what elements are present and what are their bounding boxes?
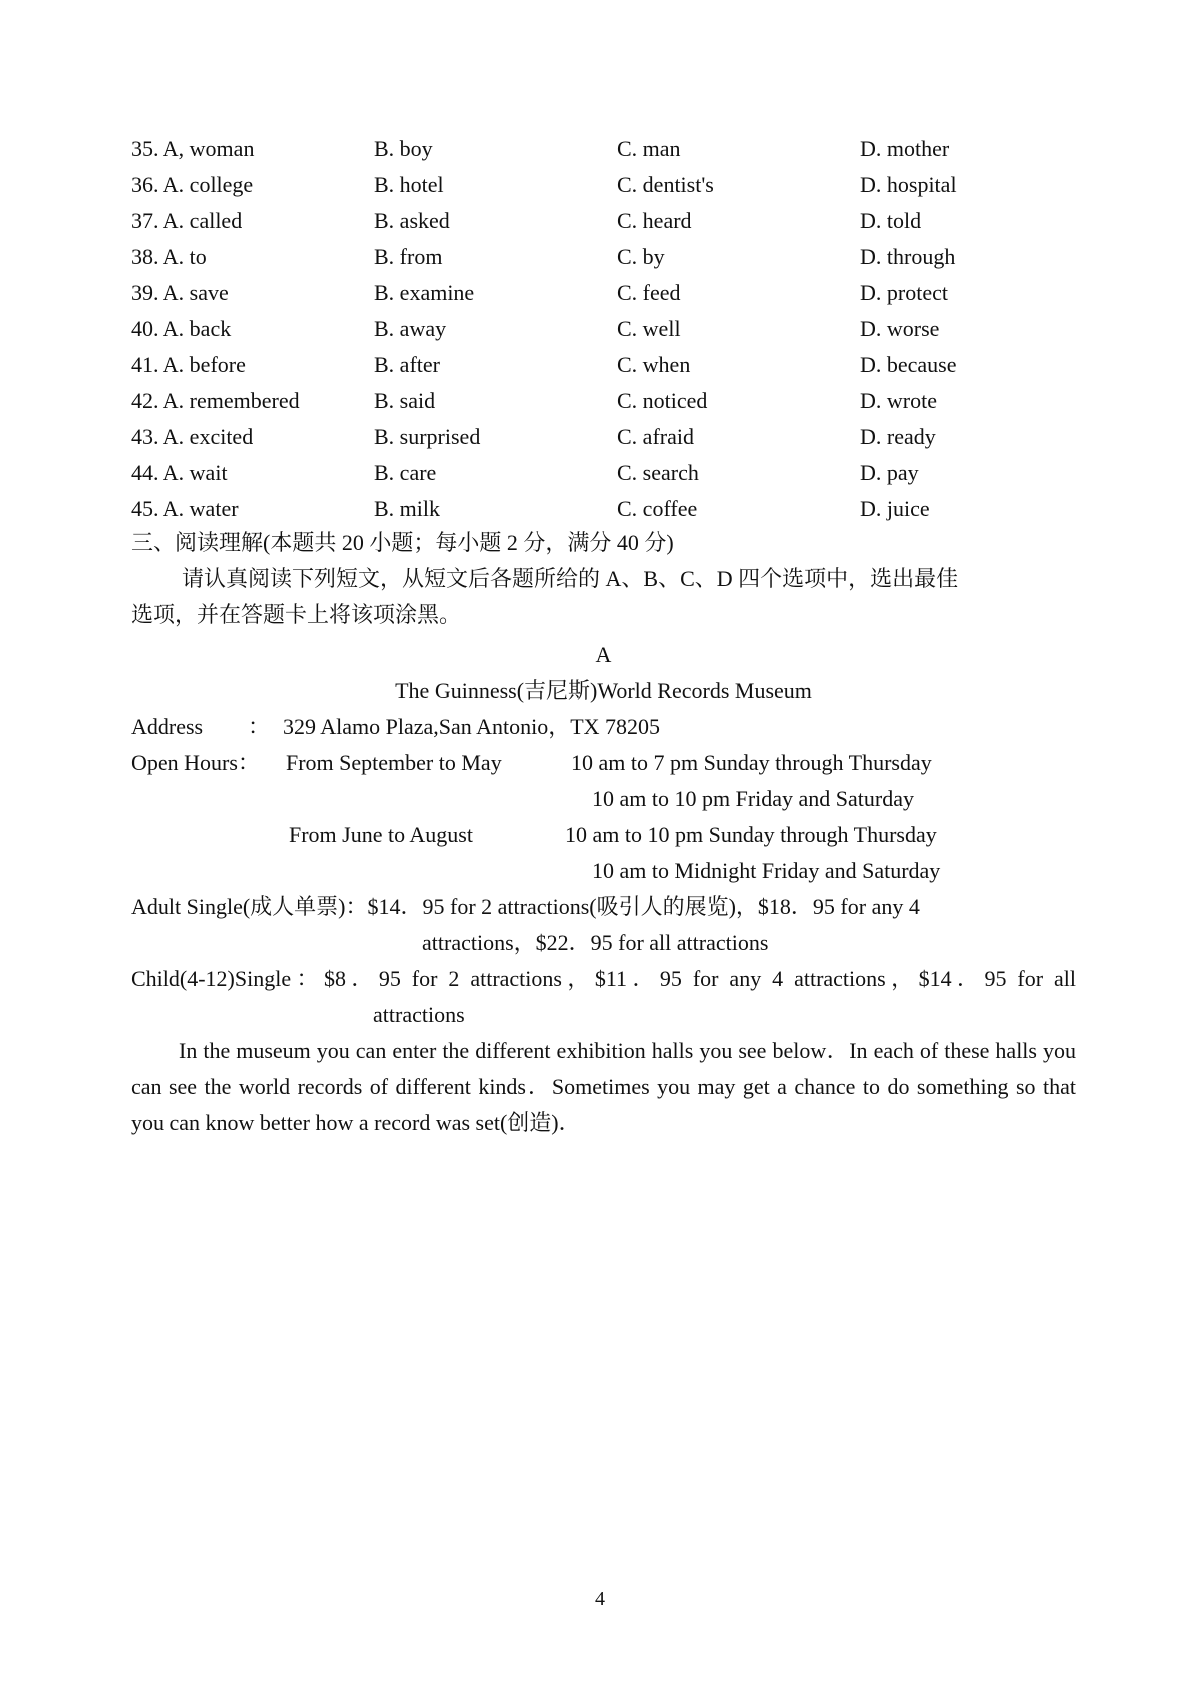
option-a: 37. A. called xyxy=(131,208,243,233)
season-2-line-2: 10 am to Midnight Friday and Saturday xyxy=(592,858,941,883)
child-price-line-1: Child(4-12)Single：$8．95 for 2 attractions，$11．95 for any 4 attractions，$14．95 for all xyxy=(131,966,1076,991)
option-b: B. care xyxy=(374,460,437,485)
season-2: From June to August xyxy=(289,822,473,847)
option-b: B. examine xyxy=(374,280,475,305)
option-a: 39. A. save xyxy=(131,280,229,305)
option-d: D. told xyxy=(860,208,922,233)
question-row xyxy=(131,314,1081,344)
option-b: B. after xyxy=(374,352,440,377)
option-b: B. from xyxy=(374,244,443,269)
option-a: 38. A. to xyxy=(131,244,207,269)
option-a: 36. A. college xyxy=(131,172,254,197)
option-c: C. man xyxy=(617,136,681,161)
option-d: D. through xyxy=(860,244,956,269)
option-c: C. noticed xyxy=(617,388,708,413)
option-b: B. hotel xyxy=(374,172,444,197)
section-heading: 三、阅读理解(本题共 20 小题；每小题 2 分，满分 40 分) xyxy=(131,530,674,555)
option-d: D. hospital xyxy=(860,172,957,197)
option-a: 45. A. water xyxy=(131,496,239,521)
season-2-line-1: 10 am to 10 pm Sunday through Thursday xyxy=(565,822,937,847)
question-row xyxy=(131,494,1081,524)
option-b: B. surprised xyxy=(374,424,481,449)
season-1-line-1: 10 am to 7 pm Sunday through Thursday xyxy=(571,750,932,775)
option-a: 35. A, woman xyxy=(131,136,255,161)
question-row xyxy=(131,422,1081,452)
question-row xyxy=(131,242,1081,272)
option-a: 43. A. excited xyxy=(131,424,254,449)
option-d: D. ready xyxy=(860,424,936,449)
option-b: B. milk xyxy=(374,496,441,521)
option-a: 41. A. before xyxy=(131,352,246,377)
option-c: C. by xyxy=(617,244,665,269)
question-row xyxy=(131,170,1081,200)
instructions-line-2: 选项，并在答题卡上将该项涂黑。 xyxy=(131,602,462,627)
season-1-line-2: 10 am to 10 pm Friday and Saturday xyxy=(592,786,915,811)
question-row xyxy=(131,350,1081,380)
option-c: C. feed xyxy=(617,280,681,305)
option-a: 42. A. remembered xyxy=(131,388,300,413)
address-colon: ： xyxy=(248,714,271,739)
adult-price-line-1: Adult Single(成人单票)：$14．95 for 2 attractions(吸引人的展览)，$18．95 for any 4 xyxy=(131,894,920,919)
question-row xyxy=(131,206,1081,236)
option-a: 44. A. wait xyxy=(131,460,228,485)
passage-title: The Guinness(吉尼斯)World Records Museum xyxy=(395,678,812,703)
option-c: C. coffee xyxy=(617,496,698,521)
instructions-line-1: 请认真阅读下列短文，从短文后各题所给的 A、B、C、D 四个选项中，选出最佳 xyxy=(182,566,959,591)
adult-price-line-2: attractions，$22．95 for all attractions xyxy=(422,930,769,955)
option-c: C. when xyxy=(617,352,691,377)
option-a: 40. A. back xyxy=(131,316,232,341)
option-d: D. protect xyxy=(860,280,948,305)
question-row xyxy=(131,278,1081,308)
option-d: D. worse xyxy=(860,316,940,341)
option-c: C. search xyxy=(617,460,699,485)
option-d: D. pay xyxy=(860,460,919,485)
option-c: C. dentist's xyxy=(617,172,714,197)
question-row xyxy=(131,134,1081,164)
passage-letter: A xyxy=(595,642,612,667)
hours-label: Open Hours： xyxy=(131,750,260,775)
option-c: C. heard xyxy=(617,208,692,233)
option-b: B. away xyxy=(374,316,447,341)
question-row xyxy=(131,458,1081,488)
option-d: D. juice xyxy=(860,496,930,521)
season-1: From September to May xyxy=(286,750,502,775)
address-value: 329 Alamo Plaza,San Antonio，TX 78205 xyxy=(283,714,661,739)
page-number: 4 xyxy=(595,1588,605,1610)
option-d: D. wrote xyxy=(860,388,937,413)
child-price-line-2: attractions xyxy=(373,1002,465,1027)
option-b: B. asked xyxy=(374,208,450,233)
body-paragraph: In the museum you can enter the different exhibition halls you see below．In each of these halls you can see the world records of different kinds．Sometimes you may get a chance to do something so that you can know better how a record was set(创造)． xyxy=(131,1038,1076,1135)
option-c: C. well xyxy=(617,316,681,341)
option-d: D. mother xyxy=(860,136,950,161)
option-b: B. boy xyxy=(374,136,433,161)
option-b: B. said xyxy=(374,388,436,413)
address-label: Address xyxy=(131,714,204,739)
option-d: D. because xyxy=(860,352,957,377)
option-c: C. afraid xyxy=(617,424,694,449)
question-row xyxy=(131,386,1081,416)
